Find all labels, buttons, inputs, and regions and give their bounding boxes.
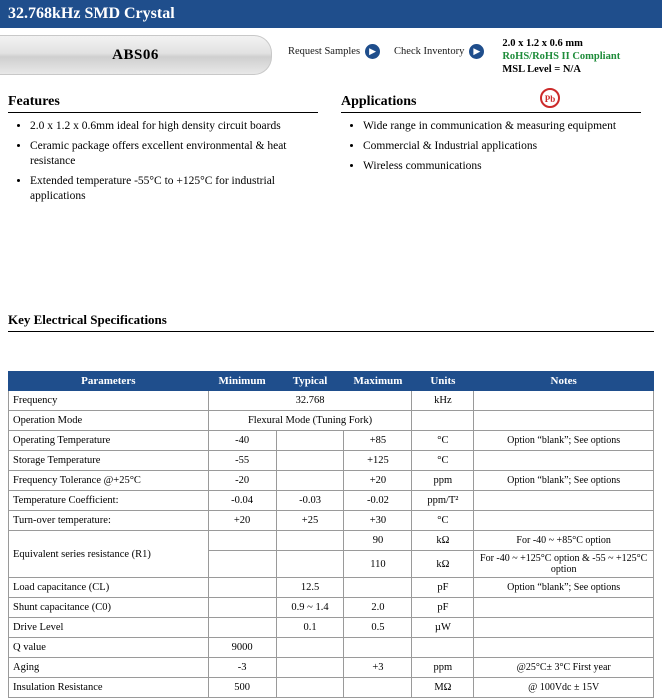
cell-maximum <box>344 638 412 658</box>
cell-parameter: Operating Temperature <box>9 431 209 451</box>
cell-minimum <box>208 618 276 638</box>
cell-typical: 0.1 <box>276 618 344 638</box>
arrow-right-icon[interactable]: ▶ <box>469 44 484 59</box>
lead-free-icon: Pb <box>540 88 560 108</box>
cell-units: ppm <box>412 658 474 678</box>
cell-notes: For -40 ~ +125°C option & -55 ~ +125°C option <box>474 551 654 578</box>
column-header-units: Units <box>412 372 474 391</box>
column-header-minimum: Minimum <box>208 372 276 391</box>
cell-typical: -0.03 <box>276 491 344 511</box>
rohs-compliance: RoHS/RoHS II Compliant <box>502 51 621 62</box>
cell-typical <box>276 531 344 551</box>
cell-typical <box>276 451 344 471</box>
table-row <box>9 658 654 678</box>
column-header-maximum: Maximum <box>344 372 412 391</box>
page-header <box>0 0 662 28</box>
specs-heading-wrap <box>8 312 654 332</box>
package-specs <box>502 38 622 75</box>
cell-typical: 0.9 ~ 1.4 <box>276 598 344 618</box>
cell-units: kHz <box>412 391 474 411</box>
features-list <box>8 119 331 204</box>
features-column <box>8 94 331 209</box>
cell-typical <box>276 431 344 451</box>
cell-maximum: +3 <box>344 658 412 678</box>
cell-typical: 12.5 <box>276 578 344 598</box>
cell-units: pF <box>412 578 474 598</box>
cell-units: °C <box>412 431 474 451</box>
cell-notes: @25°C± 3°C First year <box>474 658 654 678</box>
cell-maximum <box>344 678 412 698</box>
request-samples-label: Request Samples <box>288 46 361 57</box>
cell-units: ppm/T² <box>412 491 474 511</box>
table-row <box>9 618 654 638</box>
list-item: • Wide range in communication & measuring equipment <box>363 119 654 134</box>
table-row <box>9 411 654 431</box>
cell-typical <box>276 638 344 658</box>
cell-units <box>412 638 474 658</box>
specifications-table <box>8 371 654 698</box>
cell-maximum: +20 <box>344 471 412 491</box>
cell-units <box>412 411 474 431</box>
cell-minimum <box>208 531 276 551</box>
cell-maximum: 110 <box>344 551 412 578</box>
features-title: Features <box>8 94 318 113</box>
cell-parameter: Load capacitance (CL) <box>9 578 209 598</box>
cell-maximum: +85 <box>344 431 412 451</box>
page-title: 32.768kHz SMD Crystal <box>8 5 175 22</box>
cell-minimum: 9000 <box>208 638 276 658</box>
applications-list <box>341 119 654 174</box>
cell-parameter: Equivalent series resistance (R1) <box>9 531 209 578</box>
cell-maximum: +30 <box>344 511 412 531</box>
specs-title: Key Electrical Specifications <box>8 312 654 332</box>
cell-notes <box>474 618 654 638</box>
column-header-notes: Notes <box>474 372 654 391</box>
msl-level: MSL Level = N/A <box>502 64 581 75</box>
cell-maximum: -0.02 <box>344 491 412 511</box>
cell-notes <box>474 411 654 431</box>
cell-minimum: -20 <box>208 471 276 491</box>
cell-notes <box>474 638 654 658</box>
cell-units: µW <box>412 618 474 638</box>
cell-parameter: Q value <box>9 638 209 658</box>
cell-parameter: Turn-over temperature: <box>9 511 209 531</box>
cell-notes: Option “blank”; See options <box>474 431 654 451</box>
cell-notes <box>474 451 654 471</box>
cell-parameter: Insulation Resistance <box>9 678 209 698</box>
cell-parameter: Frequency <box>9 391 209 411</box>
table-row <box>9 451 654 471</box>
cell-typical <box>276 551 344 578</box>
cell-typical <box>276 678 344 698</box>
list-item: • Ceramic package offers excellent environmental & heat resistance <box>30 139 331 169</box>
cell-minimum: 500 <box>208 678 276 698</box>
table-row <box>9 471 654 491</box>
list-item: • Wireless communications <box>363 159 654 174</box>
cell-units: ppm <box>412 471 474 491</box>
part-number-tab <box>0 35 272 75</box>
action-links <box>288 44 484 59</box>
cell-units: °C <box>412 511 474 531</box>
table-header-row <box>9 372 654 391</box>
applications-title: Applications <box>341 94 641 113</box>
table-row <box>9 678 654 698</box>
check-inventory-label: Check Inventory <box>394 46 465 57</box>
arrow-right-icon[interactable]: ▶ <box>365 44 380 59</box>
cell-parameter: Shunt capacitance (C0) <box>9 598 209 618</box>
cell-minimum: -3 <box>208 658 276 678</box>
cell-minimum: +20 <box>208 511 276 531</box>
table-row <box>9 531 654 551</box>
cell-maximum <box>344 578 412 598</box>
table-row <box>9 511 654 531</box>
package-spec-lines <box>502 38 620 75</box>
cell-maximum: +125 <box>344 451 412 471</box>
features-applications-section <box>0 94 662 209</box>
cell-minimum: -55 <box>208 451 276 471</box>
table-row <box>9 638 654 658</box>
cell-notes <box>474 511 654 531</box>
cell-notes: @ 100Vdc ± 15V <box>474 678 654 698</box>
cell-parameter: Operation Mode <box>9 411 209 431</box>
cell-maximum: 2.0 <box>344 598 412 618</box>
cell-minimum: -40 <box>208 431 276 451</box>
request-samples-button[interactable] <box>288 44 380 59</box>
column-header-typical: Typical <box>276 372 344 391</box>
cell-units: kΩ <box>412 531 474 551</box>
check-inventory-button[interactable] <box>394 44 484 59</box>
applications-column <box>331 94 654 209</box>
cell-typical: +25 <box>276 511 344 531</box>
cell-notes: Option “blank”; See options <box>474 471 654 491</box>
cell-units: kΩ <box>412 551 474 578</box>
cell-span-value: Flexural Mode (Tuning Fork) <box>208 411 412 431</box>
cell-maximum: 90 <box>344 531 412 551</box>
package-dimensions: 2.0 x 1.2 x 0.6 mm <box>502 38 583 49</box>
cell-minimum: -0.04 <box>208 491 276 511</box>
cell-notes <box>474 391 654 411</box>
table-row <box>9 431 654 451</box>
cell-typical <box>276 658 344 678</box>
cell-minimum <box>208 598 276 618</box>
list-item: • Commercial & Industrial applications <box>363 139 654 154</box>
cell-notes <box>474 491 654 511</box>
list-item: • Extended temperature -55°C to +125°C for industrial applications <box>30 174 331 204</box>
cell-units: MΩ <box>412 678 474 698</box>
cell-minimum <box>208 578 276 598</box>
cell-notes <box>474 598 654 618</box>
part-number: ABS06 <box>112 46 159 63</box>
list-item: • 2.0 x 1.2 x 0.6mm ideal for high density circuit boards <box>30 119 331 134</box>
column-header-parameters: Parameters <box>9 372 209 391</box>
cell-parameter: Storage Temperature <box>9 451 209 471</box>
cell-units: °C <box>412 451 474 471</box>
table-row <box>9 578 654 598</box>
cell-typical <box>276 471 344 491</box>
cell-notes: Option “blank”; See options <box>474 578 654 598</box>
table-row <box>9 491 654 511</box>
table-row <box>9 391 654 411</box>
cell-maximum: 0.5 <box>344 618 412 638</box>
cell-span-value: 32.768 <box>208 391 412 411</box>
cell-units: pF <box>412 598 474 618</box>
cell-notes: For -40 ~ +85°C option <box>474 531 654 551</box>
cell-parameter: Aging <box>9 658 209 678</box>
cell-parameter: Frequency Tolerance @+25°C <box>9 471 209 491</box>
cell-minimum <box>208 551 276 578</box>
cell-parameter: Drive Level <box>9 618 209 638</box>
cell-parameter: Temperature Coefficient: <box>9 491 209 511</box>
table-row <box>9 598 654 618</box>
